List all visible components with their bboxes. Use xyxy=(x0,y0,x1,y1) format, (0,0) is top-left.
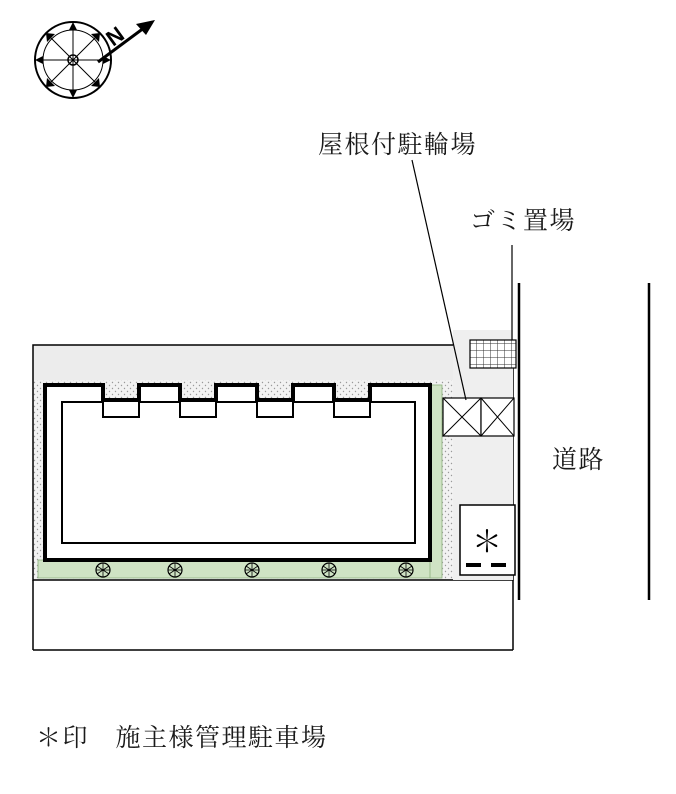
label-trash-area: ゴミ置場 xyxy=(470,207,577,235)
owner-parking-space xyxy=(460,505,515,575)
site-boundary-lower xyxy=(33,580,513,650)
trash-area-block xyxy=(470,340,516,368)
label-road: 道路 xyxy=(552,446,606,474)
label-bike-parking: 屋根付駐輪場 xyxy=(318,131,478,159)
svg-text:N: N xyxy=(101,21,129,52)
north-arrow-icon xyxy=(35,20,155,98)
apartment-building xyxy=(45,385,430,560)
legend-owner-parking: ＊印 施主様管理駐車場 xyxy=(36,724,328,752)
svg-text:＊: ＊ xyxy=(472,526,502,559)
bike-parking-area xyxy=(443,398,514,436)
